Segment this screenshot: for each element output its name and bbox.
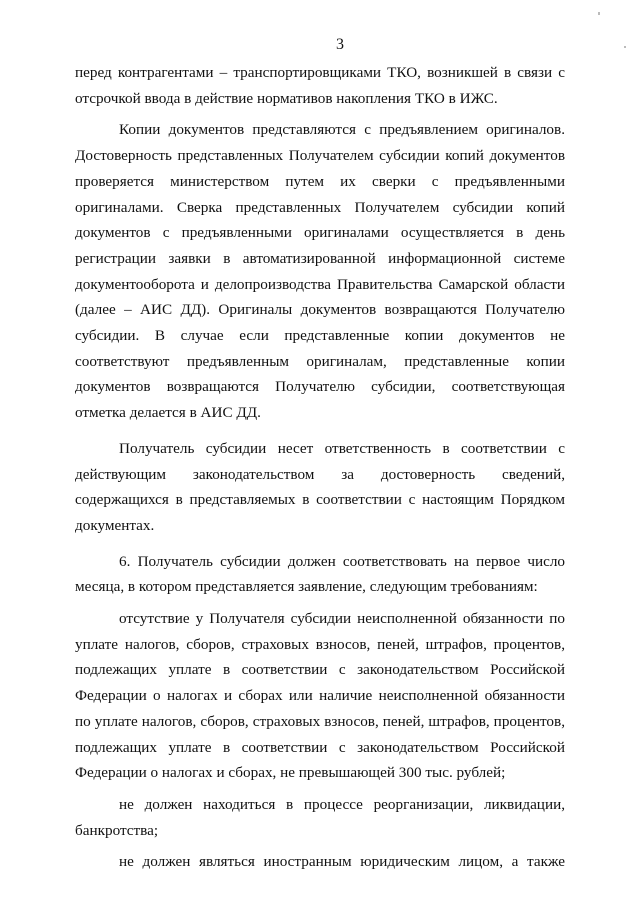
text-line: подлежащих уплате в соответствии с законодательством Российской — [75, 738, 565, 756]
text-line: проверяется министерством путем их сверки с предъявленными — [75, 172, 565, 190]
text-line: месяца, в котором представляется заявление, следующим требованиям: — [75, 578, 538, 596]
document-body — [75, 60, 565, 881]
text-line: отсутствие у Получателя субсидии неисполненной обязанности по — [119, 610, 565, 628]
scan-artifact — [624, 46, 626, 48]
text-line: регистрации заявки в автоматизированной информационной системе — [75, 249, 565, 267]
paragraph — [75, 60, 565, 111]
text-line: Федерации о налогах и сборах или наличие неисполненной обязанности — [75, 687, 565, 705]
scan-artifact — [598, 12, 600, 15]
text-line: отсрочкой ввода в действие нормативов накопления ТКО в ИЖС. — [75, 89, 498, 107]
text-line: оригиналами. Сверка представленных Получателем субсидии копий — [75, 198, 565, 216]
paragraph — [75, 117, 565, 425]
text-line: действующим законодательством за достоверность сведений, — [75, 465, 565, 483]
paragraph — [75, 436, 565, 539]
paragraph — [75, 549, 565, 600]
text-line: по уплате налогов, сборов, страховых взносов, пеней, штрафов, процентов, — [75, 712, 565, 730]
text-line: субсидии. В случае если представленные копии документов не — [75, 327, 565, 345]
text-line: соответствуют предъявленным оригиналам, представленные копии — [75, 352, 565, 370]
paragraph — [75, 792, 565, 843]
text-line: документооборота и делопроизводства Правительства Самарской области — [75, 275, 565, 293]
text-line: Достоверность представленных Получателем субсидии копий документов — [75, 147, 565, 165]
text-line: отметка делается в АИС ДД. — [75, 404, 261, 422]
text-line: подлежащих уплате в соответствии с законодательством Российской — [75, 661, 565, 679]
text-line: не должен являться иностранным юридическим лицом, а также — [119, 853, 565, 871]
paragraph — [75, 606, 565, 786]
page-number: 3 — [336, 36, 344, 53]
text-line: перед контрагентами – транспортировщиками ТКО, возникшей в связи с — [75, 64, 565, 81]
paragraph — [75, 849, 565, 875]
text-line: не должен находиться в процессе реорганизации, ликвидации, — [119, 795, 565, 813]
text-line: документов с предъявленными оригиналами осуществляется в день — [75, 224, 565, 242]
text-line: банкротства; — [75, 821, 159, 839]
text-line: Федерации о налогах и сборах, не превышающей 300 тыс. рублей; — [75, 764, 506, 782]
text-line: уплате налогов, сборов, страховых взносов, пеней, штрафов, процентов, — [75, 635, 565, 653]
text-line: документов возвращаются Получателю субсидии, соответствующая — [75, 378, 565, 396]
text-line: документах. — [75, 516, 155, 534]
text-line: содержащихся в представляемых в соответствии с настоящим Порядком — [75, 491, 565, 509]
text-line: (далее – АИС ДД). Оригиналы документов возвращаются Получателю — [75, 301, 565, 319]
text-line: Копии документов представляются с предъявлением оригиналов. — [119, 121, 565, 139]
text-line: Получатель субсидии несет ответственность в соответствии с — [119, 439, 565, 457]
text-line: 6. Получатель субсидии должен соответствовать на первое число — [119, 552, 565, 570]
